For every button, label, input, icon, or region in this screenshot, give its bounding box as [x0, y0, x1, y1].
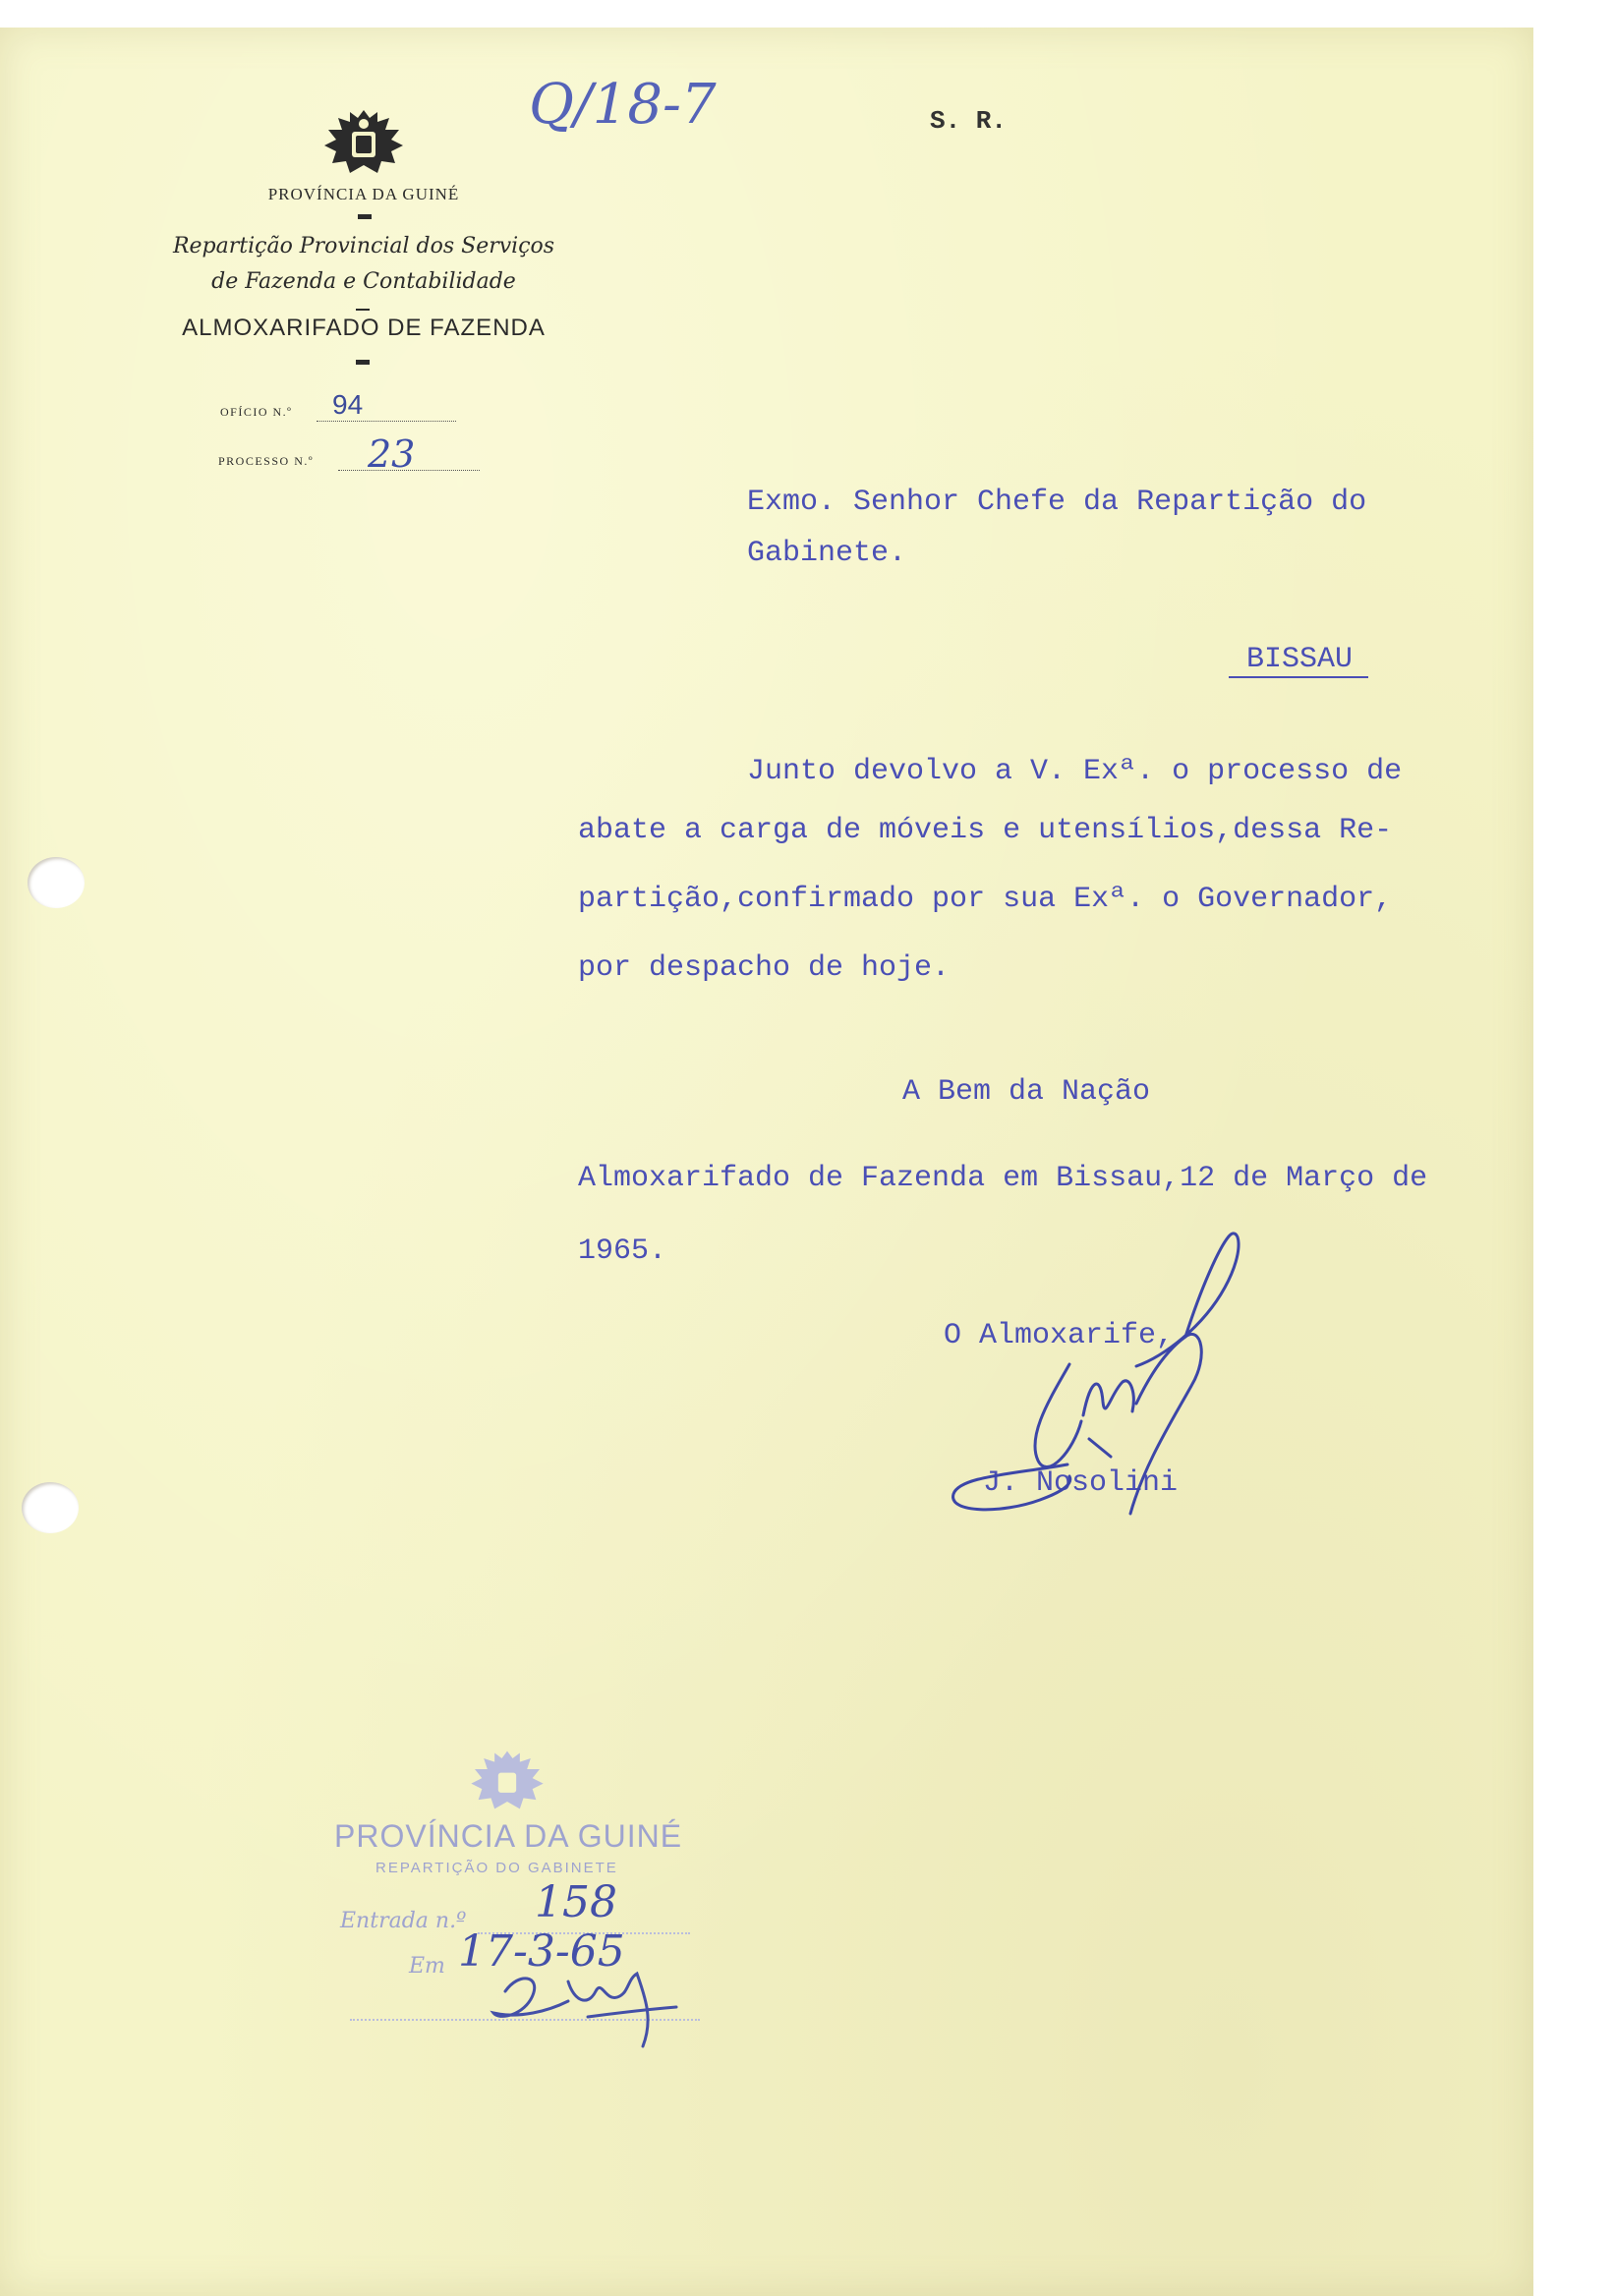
recipient-city: BISSAU [1246, 643, 1354, 676]
header-divider [356, 309, 370, 311]
body-line2: abate a carga de móveis e utensílios,dessa Re- [578, 814, 1393, 847]
header-province: PROVÍNCIA DA GUINÉ [267, 185, 460, 203]
oficio-number: 94 [332, 389, 364, 420]
handwritten-signature [944, 1229, 1278, 1543]
header-divider [358, 214, 372, 219]
oficio-underline [317, 421, 456, 422]
closing-salutation: A Bem da Nação [902, 1075, 1151, 1109]
recipient-city-underline [1229, 676, 1368, 678]
processo-label: PROCESSO N.º [218, 454, 315, 468]
oficio-label: OFÍCIO N.º [220, 405, 293, 419]
top-mark: S. R. [930, 106, 1008, 136]
stamp-department: REPARTIÇÃO DO GABINETE [375, 1860, 618, 1876]
processo-number: 23 [368, 432, 416, 476]
stamp-em-label: Em [409, 1954, 445, 1979]
stamp-date: 17-3-65 [458, 1926, 625, 1977]
stamp-province: PROVÍNCIA DA GUINÉ [334, 1818, 683, 1854]
stamp-entrada-label: Entrada n.º [340, 1909, 467, 1933]
coat-of-arms-icon [317, 106, 411, 177]
punch-hole-bottom [22, 1482, 79, 1533]
stamp-entrada-number: 158 [535, 1877, 617, 1927]
scan-margin [1533, 0, 1615, 2296]
body-line3: partição,confirmado por sua Exª. o Governador, [578, 883, 1393, 916]
header-department-line2: de Fazenda e Contabilidade [211, 269, 516, 294]
signer-title: O Almoxarife, [944, 1319, 1175, 1352]
recipient-line1: Exmo. Senhor Chefe da Repartição do [747, 486, 1367, 519]
header-divider [356, 360, 370, 365]
closing-place-date-line1: Almoxarifado de Fazenda em Bissau,12 de Março de [578, 1162, 1428, 1195]
punch-hole-top [28, 857, 85, 908]
header-office: ALMOXARIFADO DE FAZENDA [182, 315, 546, 341]
recipient-line2: Gabinete. [747, 537, 907, 570]
stamp-coat-of-arms-icon [462, 1748, 552, 1812]
handwritten-reference: Q/18-7 [529, 73, 717, 137]
body-line4: por despacho de hoje. [578, 951, 951, 985]
signer-name: J. Nosolini [983, 1466, 1179, 1500]
stamp-initials [480, 1962, 696, 2060]
header-department-line1: Repartição Provincial dos Serviços [172, 234, 555, 258]
body-line1: Junto devolvo a V. Exª. o processo de [747, 755, 1403, 788]
closing-place-date-line2: 1965. [578, 1234, 667, 1268]
